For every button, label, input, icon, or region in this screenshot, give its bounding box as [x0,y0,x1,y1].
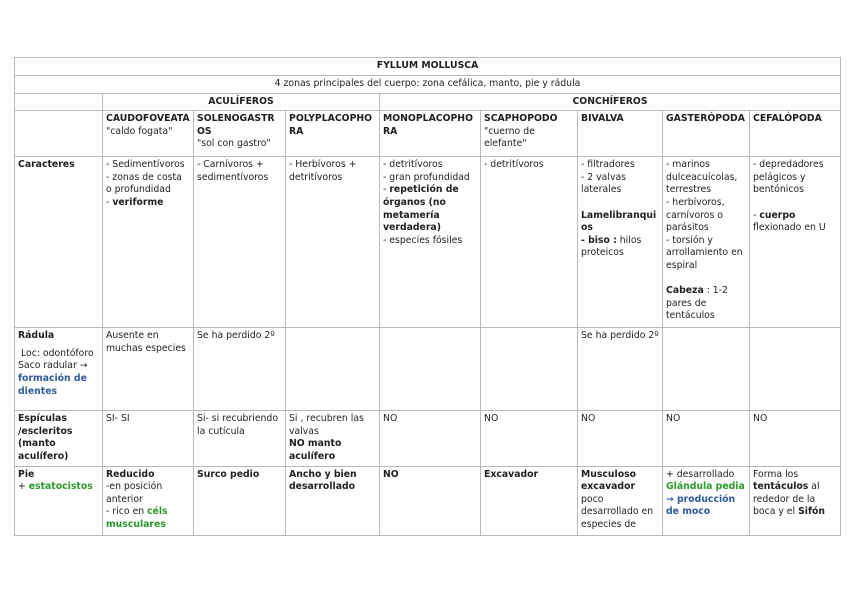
cell-text: hilos proteicos [581,234,642,259]
row-label-espiculas: Espículas /escleritos (manto aculífero) [15,411,103,466]
cell-radula-scaphopodo [481,328,578,411]
cell-line: Si , recubren las valvas [289,413,364,437]
cell-espiculas-cefalopoda: NO [750,411,841,466]
cell-line: poco desarrollado en especies de [581,493,654,530]
group-conchiferos: CONCHÍFEROS [380,93,841,111]
cell-bold: - biso : [581,234,617,246]
row-label-caracteres: Caracteres [15,157,103,328]
cell-line: - depredadores pelágicos y bentónicos [753,159,824,196]
cell-espiculas-solenogastros: Si- si recubriendo la cutícula [194,411,286,466]
class-name: BIVALVA [581,113,624,125]
empty-cell [15,111,103,157]
cell-text: - [753,209,760,221]
cell-pie-cefalopoda [750,466,841,535]
table-row [15,157,841,328]
cell-bold: veriforme [112,196,164,208]
class-header-gasteropoda [663,111,750,157]
cell-radula-polyplacophora [286,328,380,411]
cell-bold: Reducido [106,468,155,480]
cell-caracteres-polyplacophora [286,157,380,328]
table-row [15,411,841,466]
cell-line: - detritívoros [484,159,544,171]
class-header-caudofoveata [103,111,194,157]
cell-bold: Lamelibranquios [581,209,657,234]
cell-caracteres-scaphopodo [481,157,578,328]
cell-highlight: formación de dientes [18,372,87,397]
cell-espiculas-gasteropoda: NO [663,411,750,466]
cell-espiculas-caudofoveata: SI- SI [103,411,194,466]
cell-bold: tentáculos [753,481,809,493]
cell-espiculas-bivalva: NO [578,411,663,466]
class-name: SCAPHOPODO [484,113,558,125]
class-header-bivalva [578,111,663,157]
cell-espiculas-polyplacophora [286,411,380,466]
cell-text: - [106,196,113,208]
cell-caracteres-caudofoveata [103,157,194,328]
cell-text: al rededor de la boca y el [753,481,820,518]
cell-radula-bivalva: Se ha perdido 2º [578,328,663,411]
class-name: CEFALÓPODA [753,113,822,125]
cell-espiculas-scaphopodo: NO [481,411,578,466]
cell-pie-caudofoveata [103,466,194,535]
cell-pie-scaphopodo: Excavador [481,466,578,535]
cell-caracteres-monoplacophora [380,157,481,328]
cell-caracteres-bivalva [578,157,663,328]
cell-text: Forma los [753,468,799,480]
cell-bold: Sifón [798,506,826,518]
cell-text: : 1-2 pares de tentáculos [666,285,728,322]
cell-highlight: Glándula pedia [666,481,745,493]
table-subtitle: 4 zonas principales del cuerpo: zona cefálica, manto, pie y rádula [15,76,841,94]
cell-bold: cuerpo [759,209,796,221]
cell-pie-polyplacophora: Ancho y bien desarrollado [286,466,380,535]
class-note: "caldo fogata" [106,125,173,137]
cell-radula-monoplacophora [380,328,481,411]
cell-line: Loc: odontóforo [21,347,94,359]
cell-line: - especies fósiles [383,234,463,246]
class-header-polyplacophora [286,111,380,157]
cell-caracteres-gasteropoda [663,157,750,328]
cell-pie-gasteropoda [663,466,750,535]
cell-text: flexionado en U [753,222,826,234]
class-header-cefalopoda [750,111,841,157]
cell-bold: repetición de órganos (no metamería verdadera) [383,184,459,234]
cell-line: - Carnívoros + sedimentívoros [197,159,269,183]
cell-line: - Sedimentívoros [106,159,185,171]
table-title: FYLLUM MOLLUSCA [15,58,841,76]
class-name: CAUDOFOVEATA [106,113,190,125]
cell-text: - rico en [106,506,148,518]
class-name: MONOPLACOPHORA [383,113,473,137]
class-header-scaphopodo [481,111,578,157]
cell-radula-caudofoveata: Ausente en muchas especies [103,328,194,411]
cell-bold: NO manto aculífero [289,438,342,462]
class-header-monoplacophora [380,111,481,157]
cell-espiculas-monoplacophora: NO [380,411,481,466]
cell-radula-solenogastros: Se ha perdido 2º [194,328,286,411]
cell-line: - detritívoros [383,159,443,171]
cell-radula-gasteropoda [663,328,750,411]
table-row [15,466,841,535]
cell-line: -en posición anterior [106,481,163,505]
cell-bold: Cabeza [666,285,704,297]
cell-line: Saco radular → [18,360,88,372]
row-label-radula [15,328,103,411]
empty-cell [15,93,103,111]
class-name: POLYPLACOPHORA [289,113,373,137]
row-label: Rádula [18,330,55,342]
cell-line: - torsión y arrollamiento en espiral [666,234,743,271]
cell-line: - marinos dulceacuícolas, terrestres [666,159,738,196]
cell-caracteres-solenogastros [194,157,286,328]
cell-text: - [383,184,390,196]
group-aculiferos: ACULÍFEROS [103,93,380,111]
mollusca-table [14,57,841,536]
cell-line: - herbívoros, carnívoros o parásitos [666,196,725,234]
class-note: "sol con gastro" [197,138,271,150]
cell-line: - 2 valvas laterales [581,171,627,196]
cell-line: - zonas de costa o profundidad [106,171,182,196]
table-row [15,328,841,411]
cell-line: - Herbívoros + detritívoros [289,159,357,183]
cell-pie-monoplacophora: NO [380,466,481,535]
cell-text: + [18,481,29,493]
cell-line: - filtradores [581,159,635,171]
class-header-solenogastros [194,111,286,157]
cell-pie-bivalva [578,466,663,535]
class-name: SOLENOGASTROS [197,113,275,137]
cell-arrow: → [666,493,678,505]
cell-line: + desarrollado [666,468,735,480]
cell-radula-cefalopoda [750,328,841,411]
cell-bold: Musculoso excavador [581,468,637,493]
cell-caracteres-cefalopoda [750,157,841,328]
row-label-pie [15,466,103,535]
cell-highlight: estatocistos [28,481,93,493]
row-label: Pie [18,468,35,480]
cell-pie-solenogastros: Surco pedio [194,466,286,535]
cell-highlight: céls musculares [106,506,168,530]
cell-highlight: producción de moco [666,493,736,518]
class-name: GASTERÓPODA [666,113,745,125]
cell-line: - gran profundidad [383,171,470,183]
class-note: "cuerno de elefante" [484,125,535,150]
